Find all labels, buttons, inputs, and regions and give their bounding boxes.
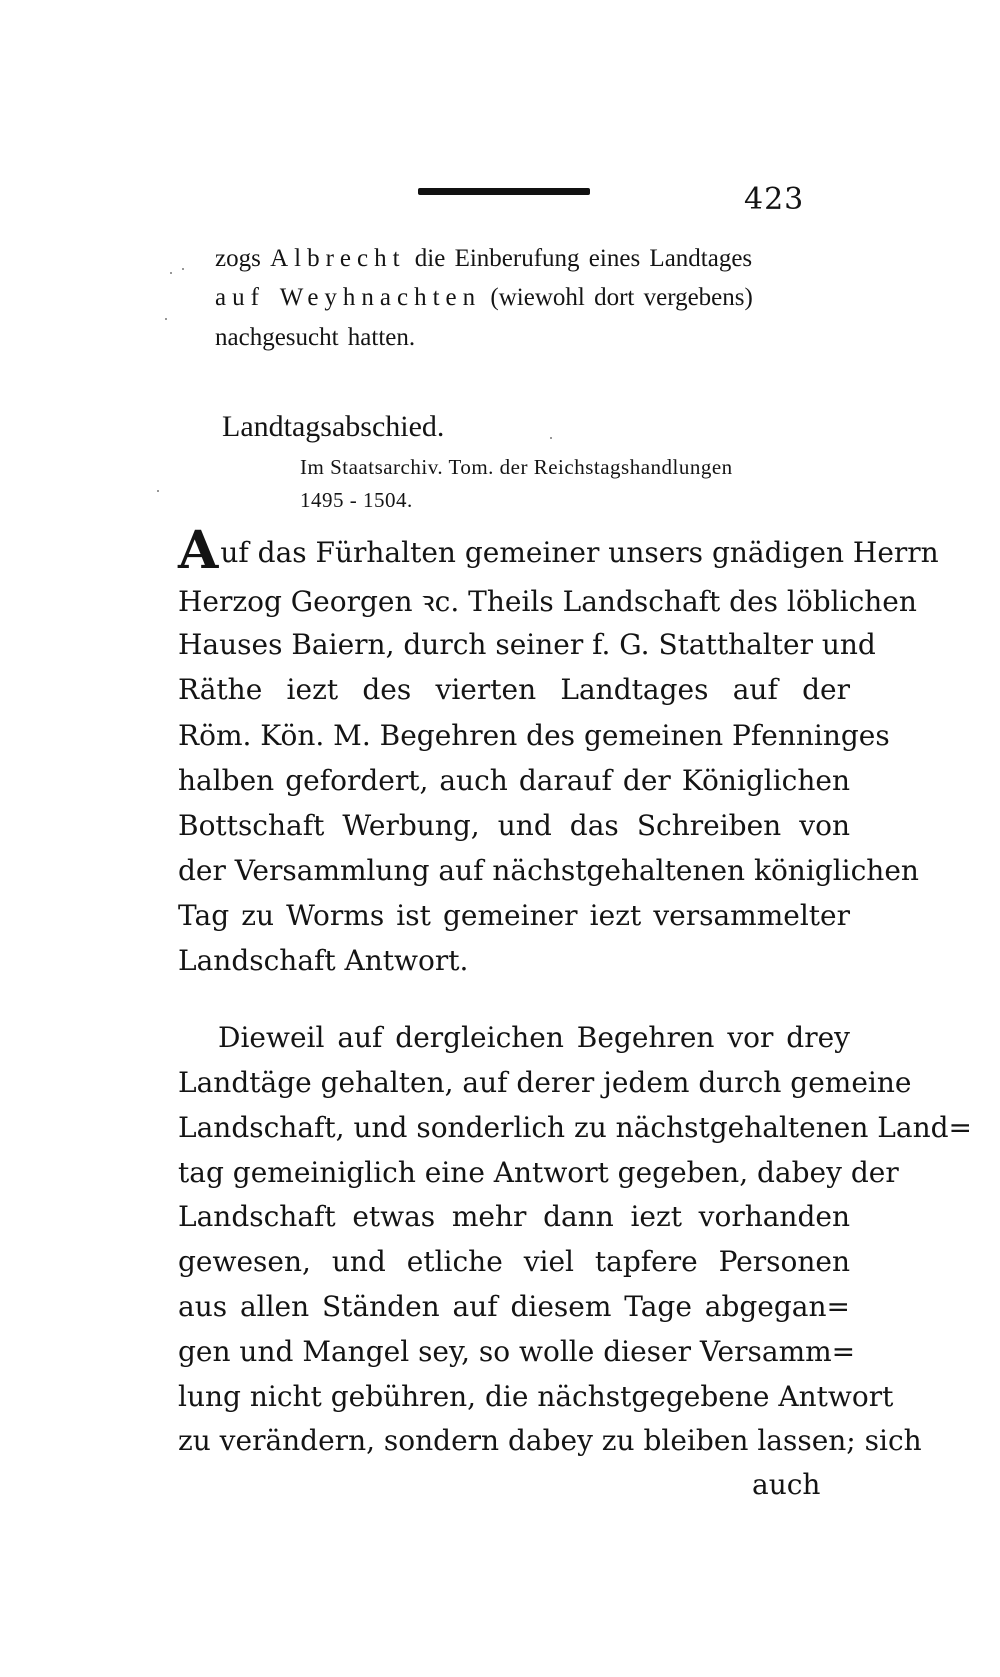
paragraph-line: tag gemeiniglich eine Antwort gegeben, dabey der	[178, 1156, 899, 1189]
source-years: 1495 - 1504.	[300, 488, 413, 512]
spaced-name: Albrecht	[270, 245, 406, 272]
text-run: (wiewohl dort vergebens)	[481, 284, 753, 311]
line-text: uf das Fürhalten gemeiner unsers gnädigen Herrn	[220, 536, 939, 569]
scan-speck	[170, 272, 172, 274]
text-run: nachgesucht hatten.	[215, 324, 416, 351]
paragraph-line: Landschaft Antwort.	[178, 944, 469, 977]
header-rule	[418, 188, 590, 195]
paragraph-line: aus allen Ständen auf diesem Tage abgegan=	[178, 1290, 850, 1323]
paragraph-line: gewesen, und etliche viel tapfere Personen	[178, 1245, 850, 1278]
catchword: auch	[752, 1468, 821, 1501]
scan-speck	[165, 318, 167, 320]
paragraph-line: Herzog Georgen ꝛc. Theils Landschaft des löblichen	[178, 585, 917, 618]
paragraph-line: Tag zu Worms ist gemeiner iezt versammelter	[178, 899, 850, 932]
paragraph-line: der Versammlung auf nächstgehaltenen königlichen	[178, 854, 919, 887]
paragraph-line: halben gefordert, auch darauf der Königlichen	[178, 764, 850, 797]
paragraph-line: Landschaft etwas mehr dann iezt vorhanden	[178, 1200, 850, 1233]
text-run: die Einberufung eines Landtages	[405, 245, 753, 272]
paragraph-line	[178, 520, 939, 581]
paragraph-line: Bottschaft Werbung, und das Schreiben von	[178, 809, 850, 842]
spaced-phrase: auf Weyhnachten	[215, 284, 482, 311]
paragraph-line: gen und Mangel sey, so wolle dieser Versamm=	[178, 1335, 856, 1368]
scan-speck	[182, 268, 184, 270]
page-number: 423	[744, 182, 805, 217]
continuation-line	[215, 245, 752, 273]
paragraph-line: Dieweil auf dergleichen Begehren vor drey	[218, 1021, 850, 1054]
scan-speck	[550, 437, 552, 439]
paragraph-line: Röm. Kön. M. Begehren des gemeinen Pfenninges	[178, 719, 890, 752]
continuation-line	[215, 284, 753, 312]
continuation-line	[215, 324, 415, 352]
drop-initial: A	[178, 520, 219, 581]
paragraph-line: Landschaft, und sonderlich zu nächstgehaltenen Land=	[178, 1111, 972, 1144]
paragraph-line: lung nicht gebühren, die nächstgegebene Antwort	[178, 1380, 894, 1413]
paragraph-line: Räthe iezt des vierten Landtages auf der	[178, 673, 850, 706]
source-reference: Im Staatsarchiv. Tom. der Reichstagshandlungen	[300, 455, 733, 479]
scan-speck	[157, 490, 159, 492]
section-title: Landtagsabschied.	[222, 410, 445, 443]
text-run: zogs	[215, 245, 271, 272]
paragraph-line: zu verändern, sondern dabey zu bleiben lassen; sich	[178, 1424, 922, 1457]
paragraph-line: Landtäge gehalten, auf derer jedem durch gemeine	[178, 1066, 912, 1099]
paragraph-line: Hauses Baiern, durch seiner f. G. Statthalter und	[178, 628, 876, 661]
